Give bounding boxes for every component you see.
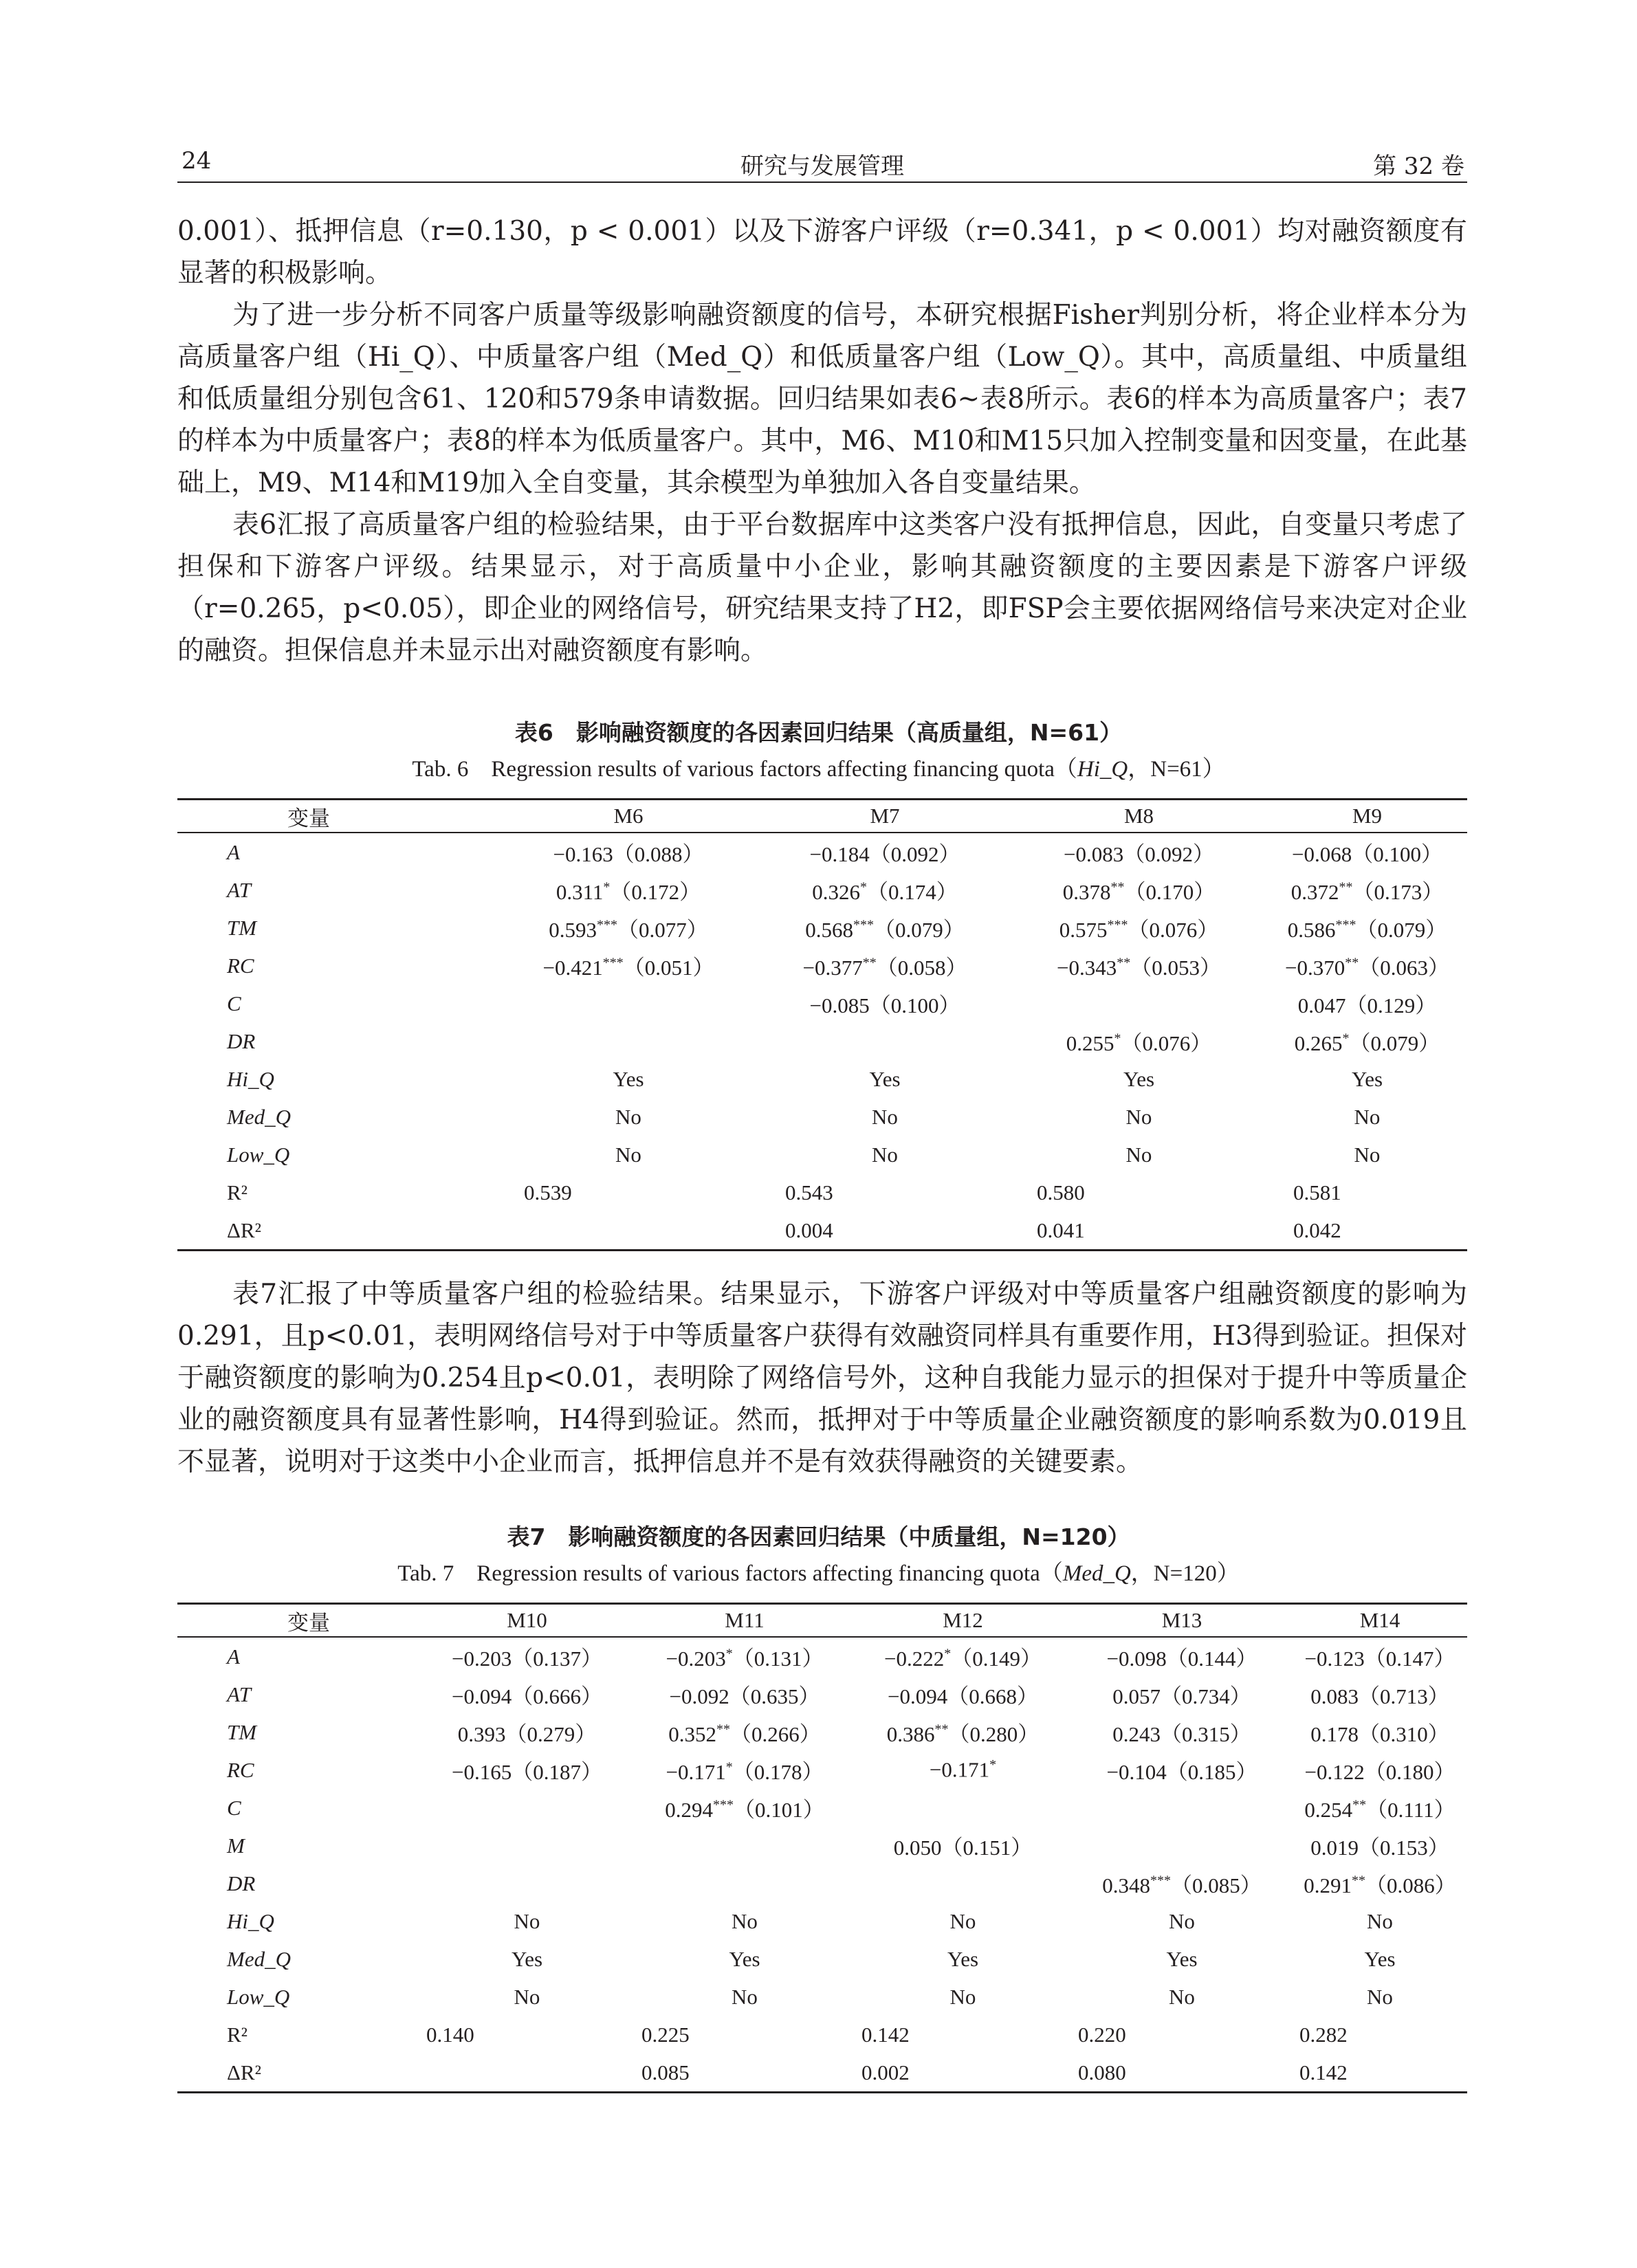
variable-name: AT (227, 1682, 252, 1706)
paragraph-2: 为了进一步分析不同客户质量等级影响融资额度的信号，本研究根据Fisher判别分析，将企业样本分为高质量客户组（Hi_Q）、中质量客户组（Med_Q）和低质量客户组（Low_Q）。其中，高质量组、中质量组和低质量组分别包含61、120和579条申请数据。回归结果如表6~表8所示。表6的样本为高质量客户；表7的样本为中质量客户；表8的样本为低质量客户。其中，M6、M10和M15只加入控制变量和因变量，在此基础上，M9、M14和M19加入全自变量，其余模型为单独加入各自变量结果。 (177, 300, 1467, 498)
variable-name: DR (227, 1871, 256, 1895)
table-cell: No (1367, 1908, 1393, 1933)
table-cell: −0.203*（0.131） (666, 1646, 824, 1671)
table-cell: No (872, 1104, 898, 1129)
table-cell: No (1169, 1908, 1195, 1933)
table6-caption-en (0, 751, 1637, 783)
table6-caption-zh: 表6 影响融资额度的各因素回归结果（高质量组，N=61） (514, 719, 1123, 746)
table-row (177, 2016, 1467, 2054)
table6-caption-en-pre: Tab. 6 Regression results of various factors affecting financing quota（ (412, 757, 1077, 782)
column-header-model: M14 (1293, 1604, 1467, 1638)
variable-name: Low_Q (227, 1984, 290, 2009)
table-row (177, 833, 1467, 871)
variable-name: Low_Q (227, 1142, 290, 1167)
table-cell: No (1354, 1104, 1381, 1129)
table-row (177, 984, 1467, 1022)
column-header-model: M10 (419, 1604, 635, 1638)
table-cell: No (872, 1142, 898, 1167)
table-cell: −0.092（0.635） (669, 1684, 820, 1708)
column-header-variable: 变量 (177, 1604, 419, 1638)
table-row (177, 1789, 1467, 1827)
table-cell: 0.042 (1267, 1211, 1467, 1251)
table-cell: −0.163（0.088） (553, 842, 704, 866)
table-cell: −0.068（0.100） (1292, 842, 1442, 866)
table-cell: −0.203（0.137） (452, 1647, 602, 1671)
table-cell: −0.377**（0.058） (802, 955, 967, 980)
table-row (177, 1940, 1467, 1978)
table-cell (419, 1789, 635, 1827)
table7-caption-en-group: Med_Q (1062, 1561, 1131, 1586)
table-cell: 0.393（0.279） (457, 1722, 597, 1746)
table-row (177, 1978, 1467, 2016)
table-cell: 0.085 (635, 2054, 855, 2093)
table-cell: 0.372**（0.173） (1290, 879, 1444, 904)
table-cell: 0.047（0.129） (1297, 993, 1437, 1017)
significance-stars: *** (1335, 917, 1356, 933)
table-cell: No (1125, 1104, 1152, 1129)
table-cell (855, 1789, 1071, 1827)
column-header-model: M12 (855, 1604, 1071, 1638)
volume-label: 第 32 卷 (1373, 153, 1464, 180)
table-cell: −0.222*（0.149） (884, 1646, 1042, 1671)
table-cell: 0.326*（0.174） (812, 879, 958, 904)
table-cell: 0.586***（0.079） (1287, 917, 1447, 942)
table-cell: 0.581 (1293, 1180, 1341, 1204)
table-cell: Yes (947, 1946, 979, 1971)
table-cell: −0.171*（0.178） (666, 1759, 824, 1784)
variable-name: RC (227, 1757, 254, 1782)
paragraph-3: 表6汇报了高质量客户组的检验结果，由于平台数据库中这类客户没有抵押信息，因此，自变量只考虑了担保和下游客户评级。结果显示，对于高质量中小企业，影响其融资额度的主要因素是下游客户评级（r=0.265，p<0.05），即企业的网络信号，研究结果支持了H2，即FSP会主要依据网络信号来决定对企业的融资。担保信息并未显示出对融资额度有影响。 (177, 509, 1467, 666)
table-cell: No (949, 1984, 976, 2009)
variable-name: A (227, 1644, 240, 1669)
column-header-variable: 变量 (177, 800, 498, 833)
table-row (177, 1136, 1467, 1174)
table-row (177, 1675, 1467, 1713)
regression-table-6 (177, 798, 1467, 1251)
variable-name: ΔR² (177, 2054, 419, 2093)
variable-name: R² (227, 2022, 248, 2047)
variable-name: M (227, 1833, 245, 1858)
table-cell: 0.311*（0.172） (556, 879, 701, 904)
table-cell: 0.140 (426, 2022, 474, 2047)
significance-stars: *** (602, 955, 624, 971)
table-row (177, 1751, 1467, 1789)
column-header-model: M9 (1267, 800, 1467, 833)
significance-stars: * (725, 1646, 733, 1662)
table-cell: 0.019（0.153） (1310, 1836, 1449, 1860)
table-cell: −0.104（0.185） (1106, 1760, 1257, 1784)
significance-stars: * (603, 879, 611, 895)
table-cell: Yes (1166, 1946, 1198, 1971)
variable-name: RC (227, 953, 254, 978)
table-header-row (177, 800, 1467, 833)
table-cell: −0.421***（0.051） (542, 955, 714, 980)
table-cell (635, 1827, 855, 1864)
table-cell (419, 1827, 635, 1864)
table-cell (419, 1864, 635, 1902)
table-cell: 0.265*（0.079） (1294, 1031, 1440, 1055)
table-cell: No (615, 1142, 641, 1167)
table-cell: 0.580 (1037, 1180, 1085, 1204)
table-cell: No (514, 1984, 540, 2009)
table7-caption-en (0, 1555, 1637, 1587)
table-cell (1011, 984, 1267, 1022)
table-cell: 0.294***（0.101） (665, 1797, 824, 1822)
table-cell: 0.378**（0.170） (1062, 879, 1216, 904)
table-cell: No (514, 1908, 540, 1933)
significance-stars: ** (862, 955, 877, 971)
table-cell: −0.122（0.180） (1304, 1760, 1455, 1784)
table-row (177, 909, 1467, 947)
significance-stars: ** (1345, 955, 1359, 971)
table-cell: −0.171* (929, 1757, 997, 1782)
table-cell (855, 1864, 1071, 1902)
table-cell: Yes (1351, 1066, 1383, 1091)
journal-title: 研究与发展管理 (740, 153, 904, 180)
table-row (177, 1022, 1467, 1060)
table-cell: 0.002 (855, 2054, 1071, 2093)
column-header-model: M8 (1011, 800, 1267, 833)
table-row (177, 1211, 1467, 1251)
table-cell: −0.085（0.100） (809, 993, 960, 1017)
significance-stars: * (1114, 1031, 1121, 1046)
table-cell: −0.343**（0.053） (1057, 955, 1221, 980)
table-cell: No (615, 1104, 641, 1129)
table-cell (498, 1211, 759, 1251)
variable-name: Hi_Q (227, 1908, 274, 1933)
significance-stars: ** (934, 1721, 949, 1737)
table-cell: −0.370**（0.063） (1285, 955, 1449, 980)
table-cell (419, 2054, 635, 2093)
table-cell: 0.004 (759, 1211, 1011, 1251)
running-header (177, 135, 1467, 183)
table-row (177, 947, 1467, 984)
variable-name: AT (227, 877, 252, 902)
table7-caption-en-pre: Tab. 7 Regression results of various factors affecting financing quota（ (397, 1561, 1063, 1586)
regression-table-7 (177, 1603, 1467, 2093)
table-cell: 0.225 (641, 2022, 690, 2047)
table-cell: 0.083（0.713） (1310, 1684, 1449, 1708)
table-cell: No (1169, 1984, 1195, 2009)
table-cell: Yes (1364, 1946, 1396, 1971)
table-cell: Yes (869, 1066, 901, 1091)
significance-stars: * (944, 1646, 952, 1662)
significance-stars: *** (1107, 917, 1128, 933)
header-divider (177, 181, 1467, 183)
table-cell: 0.050（0.151） (893, 1836, 1033, 1860)
variable-name: TM (227, 1719, 257, 1744)
table-header-row (177, 1604, 1467, 1638)
significance-stars: * (725, 1759, 733, 1775)
table-cell (498, 1022, 759, 1060)
significance-stars: *** (1150, 1873, 1171, 1889)
table-cell: −0.094（0.666） (452, 1684, 602, 1708)
table-row (177, 1060, 1467, 1098)
table-cell: −0.165（0.187） (452, 1760, 602, 1784)
table-cell: 0.386**（0.280） (886, 1721, 1040, 1746)
table-cell: 0.255*（0.076） (1066, 1031, 1212, 1055)
significance-stars: * (989, 1757, 997, 1773)
table-cell (635, 1864, 855, 1902)
table-cell: 0.539 (524, 1180, 572, 1204)
variable-name: Med_Q (227, 1946, 291, 1971)
table-cell: 0.142 (861, 2022, 910, 2047)
table-row (177, 1864, 1467, 1902)
table-cell (1071, 1789, 1293, 1827)
table6-caption-en-post: ，N=61） (1128, 757, 1225, 782)
table-cell: Yes (613, 1066, 644, 1091)
table-cell: No (1367, 1984, 1393, 2009)
column-header-model: M13 (1071, 1604, 1293, 1638)
table-cell: 0.178（0.310） (1310, 1722, 1449, 1746)
variable-name: C (227, 991, 241, 1015)
table-cell: 0.543 (785, 1180, 833, 1204)
paragraph-4: 表7汇报了中等质量客户组的检验结果。结果显示，下游客户评级对中等质量客户组融资额度的影响为0.291，且p<0.01，表明网络信号对于中等质量客户获得有效融资同样具有重要作用，H3得到验证。担保对于融资额度的影响为0.254且p<0.01，表明除了网络信号外，这种自我能力显示的担保对于提升中等质量企业的融资额度具有显著性影响，H4得到验证。然而，抵押对于中等质量企业融资额度的影响系数为0.019且不显著，说明对于这类中小企业而言，抵押信息并不是有效获得融资的关键要素。 (177, 1279, 1467, 1477)
page-number: 24 (182, 147, 212, 175)
table-row (177, 1098, 1467, 1136)
table-row (177, 1174, 1467, 1211)
variable-name: Hi_Q (227, 1066, 274, 1091)
table7-caption-zh: 表7 影响融资额度的各因素回归结果（中质量组，N=120） (507, 1523, 1130, 1550)
table-cell: −0.123（0.147） (1304, 1647, 1455, 1671)
table-row (177, 1637, 1467, 1675)
table-cell: 0.291**（0.086） (1304, 1873, 1456, 1897)
table-cell: No (949, 1908, 976, 1933)
table-cell (1071, 1827, 1293, 1864)
table-cell: 0.568***（0.079） (805, 917, 965, 942)
table-cell: 0.243（0.315） (1112, 1722, 1251, 1746)
column-header-model: M7 (759, 800, 1011, 833)
table-cell: No (1354, 1142, 1381, 1167)
significance-stars: ** (1110, 879, 1125, 895)
table-cell: No (1125, 1142, 1152, 1167)
variable-name: Med_Q (227, 1104, 291, 1129)
table-row (177, 2054, 1467, 2093)
significance-stars: * (860, 879, 867, 895)
table-cell: 0.348***（0.085） (1102, 1873, 1262, 1897)
table-cell: 0.142 (1293, 2054, 1467, 2093)
table-cell: 0.593***（0.077） (549, 917, 708, 942)
paragraph-1: 0.001）、抵押信息（r=0.130，p < 0.001）以及下游客户评级（r=0.341，p < 0.001）均对融资额度有显著的积极影响。 (177, 216, 1467, 289)
table-cell: 0.254**（0.111） (1304, 1797, 1455, 1822)
table-row (177, 871, 1467, 909)
table-cell: No (732, 1984, 758, 2009)
significance-stars: * (1342, 1031, 1350, 1046)
variable-name: DR (227, 1028, 256, 1053)
variable-name: R² (227, 1180, 248, 1204)
significance-stars: *** (853, 917, 874, 933)
table-cell: −0.094（0.668） (888, 1684, 1038, 1708)
variable-name: TM (227, 915, 257, 940)
table-cell: 0.080 (1071, 2054, 1293, 2093)
table6-caption-en-group: Hi_Q (1077, 757, 1128, 782)
variable-name: ΔR² (177, 1211, 498, 1251)
table-cell: 0.057（0.734） (1112, 1684, 1251, 1708)
table-row (177, 1713, 1467, 1751)
table-cell (498, 984, 759, 1022)
table7-caption-en-post: ，N=120） (1130, 1561, 1240, 1586)
significance-stars: *** (597, 917, 617, 933)
variable-name: C (227, 1795, 241, 1820)
significance-stars: ** (716, 1721, 730, 1737)
table-cell: Yes (511, 1946, 543, 1971)
table-cell: 0.041 (1011, 1211, 1267, 1251)
column-header-model: M6 (498, 800, 759, 833)
table-cell: No (732, 1908, 758, 1933)
table-row (177, 1827, 1467, 1864)
column-header-model: M11 (635, 1604, 855, 1638)
table-cell: −0.083（0.092） (1064, 842, 1214, 866)
table-cell: Yes (1123, 1066, 1155, 1091)
table-cell: −0.098（0.144） (1106, 1647, 1257, 1671)
table-cell (759, 1022, 1011, 1060)
table-cell: −0.184（0.092） (809, 842, 960, 866)
table-cell: 0.220 (1078, 2022, 1126, 2047)
table-cell: 0.575***（0.076） (1059, 917, 1219, 942)
table-cell: Yes (729, 1946, 760, 1971)
significance-stars: ** (1352, 1797, 1367, 1813)
significance-stars: ** (1352, 1873, 1365, 1889)
variable-name: A (227, 839, 240, 864)
table-cell: 0.282 (1299, 2022, 1348, 2047)
table-row (177, 1902, 1467, 1940)
table-cell: 0.352**（0.266） (668, 1721, 821, 1746)
significance-stars: ** (1117, 955, 1131, 971)
significance-stars: ** (1339, 879, 1353, 895)
significance-stars: *** (713, 1797, 734, 1813)
